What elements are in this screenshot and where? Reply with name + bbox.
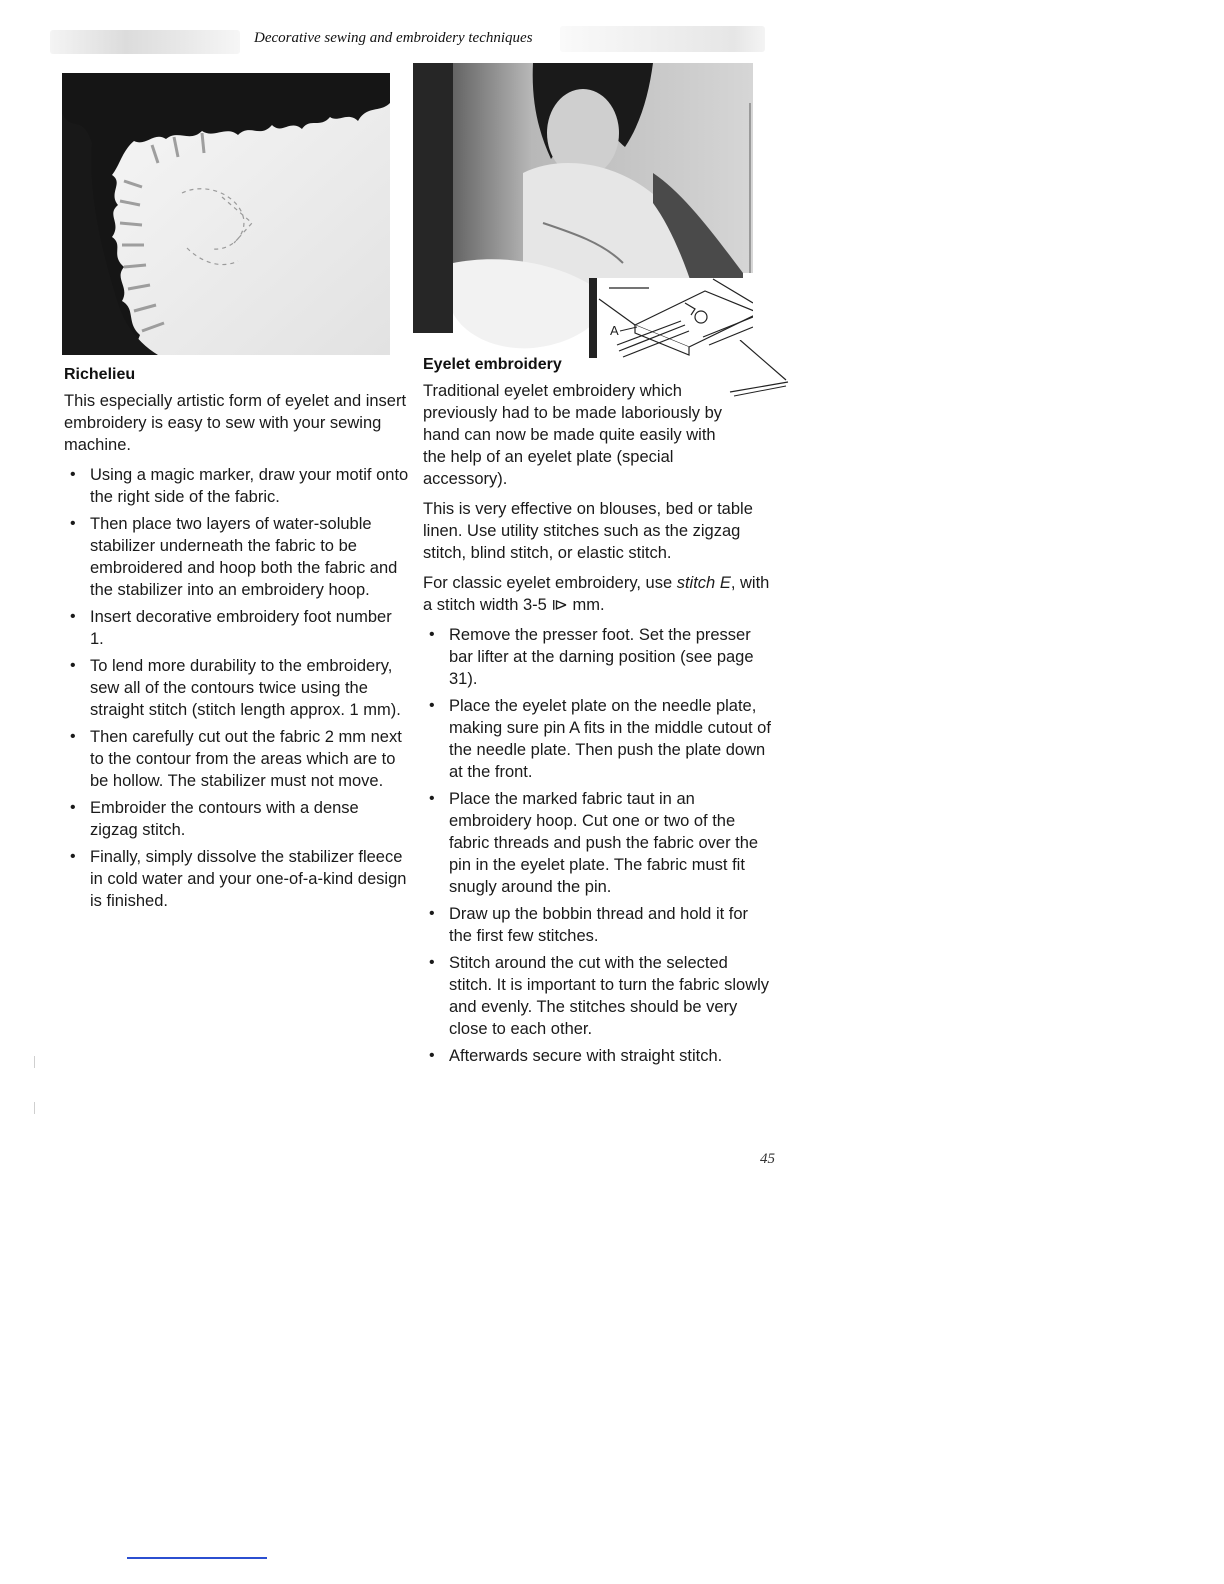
list-item: • Draw up the bobbin thread and hold it for the first few stitches. bbox=[429, 905, 749, 945]
richelieu-photo-art bbox=[62, 73, 390, 355]
eyelet-stitch-paragraph: For classic eyelet embroidery, use stitch E, with a stitch width 3-5 ⧐ mm. bbox=[423, 574, 770, 614]
list-item: • Place the marked fabric taut in an embroidery hoop. Cut one or two of the fabric threads and push the fabric over the pin in the eyelet plate. The fabric must fit snugly around the pin. bbox=[429, 790, 759, 896]
eyelet-photo-art bbox=[413, 63, 753, 358]
richelieu-steps bbox=[64, 464, 409, 912]
eyelet-embroidery-photo bbox=[413, 63, 753, 358]
list-item: • Then carefully cut out the fabric 2 mm next to the contour from the areas which are to be hollow. The stabilizer must not move. bbox=[70, 728, 402, 790]
bullet-icon: • bbox=[70, 608, 76, 625]
bullet-icon: • bbox=[429, 1047, 435, 1064]
list-item: • To lend more durability to the embroidery, sew all of the contours twice using the straight stitch (stitch length approx. 1 mm). bbox=[70, 657, 401, 719]
eyelet-steps bbox=[423, 624, 773, 1067]
list-item: • Insert decorative embroidery foot number 1. bbox=[70, 608, 392, 648]
bullet-icon: • bbox=[429, 697, 435, 714]
page-number: 45 bbox=[760, 1151, 775, 1167]
richelieu-section bbox=[64, 366, 409, 917]
bullet-icon: • bbox=[70, 848, 76, 865]
list-item: • Using a magic marker, draw your motif onto the right side of the fabric. bbox=[70, 466, 409, 506]
header-scan-smudge-left bbox=[50, 30, 240, 54]
header-scan-smudge-right bbox=[560, 26, 765, 52]
eyelet-usage-paragraph: This is very effective on blouses, bed or table linen. Use utility stitches such as the zigzag stitch, blind stitch, or elastic stitch. bbox=[423, 500, 753, 562]
bullet-icon: • bbox=[70, 799, 76, 816]
footer-rule bbox=[127, 1557, 267, 1559]
list-item: • Remove the presser foot. Set the presser bar lifter at the darning position (see page 31). bbox=[429, 626, 754, 688]
bullet-icon: • bbox=[70, 466, 76, 483]
running-head: Decorative sewing and embroidery techniques bbox=[254, 30, 533, 46]
list-item: • Embroider the contours with a dense zigzag stitch. bbox=[70, 799, 359, 839]
bullet-icon: • bbox=[70, 728, 76, 745]
bullet-icon: • bbox=[429, 905, 435, 922]
stitch-width-icon: ⧐ bbox=[551, 596, 568, 614]
richelieu-photo bbox=[62, 73, 390, 355]
bullet-icon: • bbox=[70, 657, 76, 674]
scan-margin-mark bbox=[34, 1102, 35, 1114]
bullet-icon: • bbox=[70, 515, 76, 532]
bullet-icon: • bbox=[429, 626, 435, 643]
bullet-icon: • bbox=[429, 954, 435, 971]
list-item: • Afterwards secure with straight stitch. bbox=[429, 1047, 723, 1065]
scan-margin-mark bbox=[34, 1056, 35, 1068]
list-item: • Place the eyelet plate on the needle plate, making sure pin A fits in the middle cutout of the needle plate. Then push the plate down at the front. bbox=[429, 697, 771, 781]
list-item: • Then place two layers of water-soluble stabilizer underneath the fabric to be embroidered and hoop both the fabric and the stabilizer into an embroidery hoop. bbox=[70, 515, 398, 599]
eyelet-intro: Traditional eyelet embroidery which previously had to be made laboriously by hand can now be made quite easily with the help of an eyelet plate (special accessory). bbox=[423, 382, 723, 488]
eyelet-section bbox=[423, 356, 773, 1072]
stitch-e-label: stitch E bbox=[676, 574, 731, 592]
bullet-icon: • bbox=[429, 790, 435, 807]
richelieu-intro: This especially artistic form of eyelet and insert embroidery is easy to sew with your sewing machine. bbox=[64, 392, 407, 454]
richelieu-heading: Richelieu bbox=[64, 366, 136, 383]
list-item: • Stitch around the cut with the selected stitch. It is important to turn the fabric slowly and evenly. The stitches should be very close to each other. bbox=[429, 954, 770, 1038]
list-item: • Finally, simply dissolve the stabilizer fleece in cold water and your one-of-a-kind design is finished. bbox=[70, 848, 407, 910]
pin-a-label: A bbox=[610, 323, 619, 338]
eyelet-heading: Eyelet embroidery bbox=[423, 356, 562, 373]
